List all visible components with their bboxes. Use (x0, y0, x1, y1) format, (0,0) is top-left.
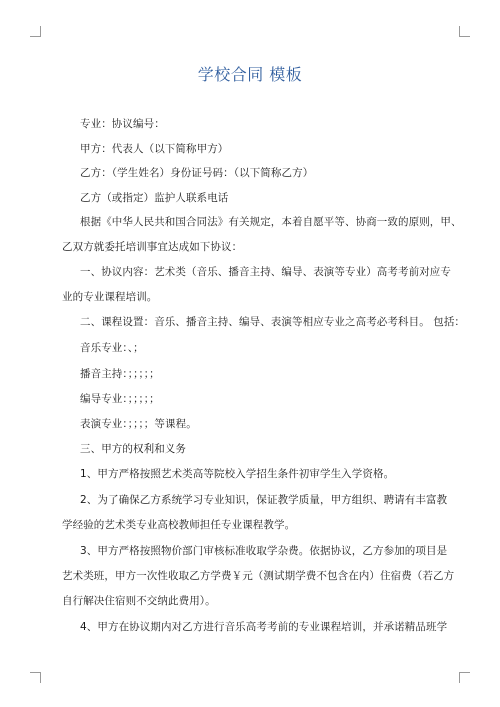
line-music-major: 音乐专业：、； (80, 342, 144, 354)
line-item-3b: 艺术类班，甲方一次性收取乙方学费￥元（测试期学费不包含在内）住宿费（若乙方 (62, 570, 455, 582)
page-corner-mark-bottom-left (30, 672, 41, 683)
line-broadcasting-major: 播音主持：；；；；； (80, 368, 160, 380)
line-acting-major: 表演专业：；；；；等课程。 (80, 418, 197, 430)
line-preamble-1: 根据《中华人民共和国合同法》有关规定，本着自愿平等、协商一致的原则，甲、 (80, 216, 462, 228)
line-item-2a: 2、为了确保乙方系统学习专业知识，保证教学质量，甲方组织、聘请有丰富教 (80, 494, 448, 506)
line-preamble-2: 乙双方就委托培训事宜达成如下协议： (62, 241, 243, 253)
line-section-3-heading: 三、甲方的权利和义务 (80, 443, 186, 455)
line-item-3c: 自行解决住宿则不交纳此费用）。 (62, 595, 216, 607)
line-guardian-phone: 乙方（或指定）监护人联系电话 (80, 192, 229, 204)
line-major-id: 专业：协议编号： (80, 118, 165, 130)
line-party-a: 甲方：代表人（以下简称甲方） (80, 143, 229, 155)
line-directing-major: 编导专业：；；；；； (80, 393, 160, 405)
page-corner-mark-bottom-right (459, 672, 470, 683)
line-clause-1b: 业的专业课程培训。 (62, 291, 158, 303)
line-party-b: 乙方：（学生姓名）身份证号码：（以下简称乙方） (80, 167, 314, 179)
page-corner-mark-top-right (459, 26, 470, 37)
line-item-1: 1、甲方严格按照艺术类高等院校入学招生条件初审学生入学资格。 (80, 468, 395, 480)
line-clause-2: 二、课程设置：音乐、播音主持、编导、表演等相应专业之高考必考科目。 包括： (80, 316, 466, 328)
line-item-3a: 3、甲方严格按照物价部门审核标准收取学杂费。依据协议，乙方参加的项目是 (80, 545, 448, 557)
page-corner-mark-top-left (30, 26, 41, 37)
document-title: 学校合同 模板 (197, 65, 303, 84)
line-clause-1a: 一、协议内容：艺术类（音乐、播音主持、编导、表演等专业）高考考前对应专 (80, 266, 451, 278)
line-item-2b: 学经验的艺术类专业高校教师担任专业课程教学。 (62, 519, 296, 531)
line-item-4a: 4、甲方在协议期内对乙方进行音乐高考考前的专业课程培训，并承诺精品班学 (80, 621, 448, 633)
